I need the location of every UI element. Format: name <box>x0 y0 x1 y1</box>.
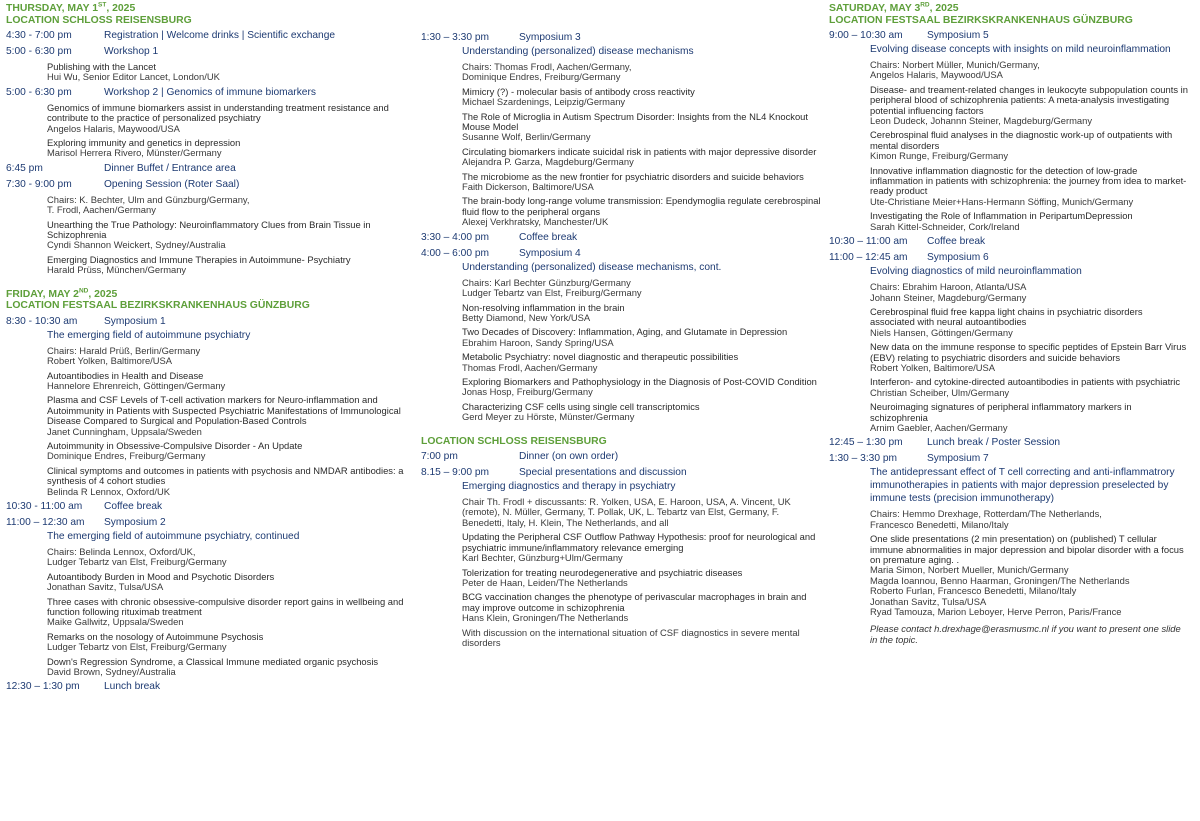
chairs-line: Chairs: Karl Bechter Günzburg/Germany Ludger Tebartz van Elst, Freiburg/Germany <box>462 276 642 299</box>
session-title: Coffee break <box>104 500 163 512</box>
session-time: 11:00 – 12:30 am <box>6 516 85 528</box>
chairs-line: Chairs: Thomas Frodl, Aachen/Germany, Dominique Endres, Freiburg/Germany <box>462 61 632 83</box>
column-thursday-friday <box>6 3 411 693</box>
session-block <box>421 31 821 228</box>
chairs-line: Chairs: Norbert Müller, Munich/Germany, Angelos Halaris, Maywood/USA <box>870 59 1040 81</box>
talk-item <box>47 466 411 497</box>
talk-item <box>462 196 821 227</box>
session-time: 1:30 – 3:30 pm <box>829 453 897 465</box>
talk-title: Circulating biomarkers indicate suicidal risk in patients with major depressive disorder <box>462 145 817 157</box>
talk-item <box>870 166 1189 208</box>
session-subtitle: The emerging field of autoimmune psychiatry, continued <box>47 530 300 542</box>
column-friday-afternoon <box>421 3 821 648</box>
talk-item <box>462 402 821 423</box>
talk-title: Clinical symptoms and outcomes in patients with psychosis and NMDAR antibodies: a synthesis of 4 cohort studies <box>47 464 404 487</box>
session-block <box>421 450 821 463</box>
session-time: 5:00 - 6:30 pm <box>6 86 72 98</box>
talk-title: Autoantibodies in Health and Disease <box>47 369 204 381</box>
talk-authors: Ute-Christiane Meier+Hans-Hermann Söffing, Munich/Germany <box>870 195 1134 207</box>
session-time: 4:00 – 6:00 pm <box>421 247 489 259</box>
talk-title: Cerebrospinal fluid free kappa light chains in psychiatric disorders associated with neural autoantibodies <box>870 305 1143 328</box>
column-saturday <box>829 3 1189 645</box>
talk-authors: Karl Bechter, Günzburg+Ulm/Germany <box>462 552 623 564</box>
talk-title: New data on the immune response to specific peptides of Epstein Barr Virus (EBV) relating to psychiatric disorders and suicide behaviors <box>870 341 1187 363</box>
session-time: 10:30 - 11:00 am <box>6 500 83 512</box>
talk-title: BCG vaccination changes the phenotype of perivascular macrophages in brain and may improve outcome in schizophrenia <box>462 591 807 613</box>
session-row <box>421 231 821 244</box>
talk-authors: Angelos Halaris, Maywood/USA <box>47 122 180 134</box>
talk-authors: Belinda R Lennox, Oxford/UK <box>47 485 170 497</box>
session-title: Dinner Buffet / Entrance area <box>104 162 236 174</box>
chairs-line: Chairs: Harald Prüß, Berlin/Germany Robert Yolken, Baltimore/USA <box>47 344 201 367</box>
chairs-line: Chairs: Ebrahim Haroon, Atlanta/USA Johann Steiner, Magdeburg/Germany <box>870 281 1027 303</box>
talk-item <box>870 282 1189 303</box>
session-block <box>6 178 411 276</box>
session-title: Symposium 7 <box>927 453 989 465</box>
session-block <box>829 436 1189 449</box>
talk-item <box>47 255 411 276</box>
session-block <box>6 162 411 175</box>
session-row <box>6 29 411 42</box>
session-row <box>6 162 411 175</box>
talk-title: One slide presentations (2 min presentation) on (published) T cellular immune abnormalities in major depression and bipolar disorder with a focus on premature aging. . <box>870 533 1184 565</box>
session-time: 8:30 - 10:30 am <box>6 315 78 327</box>
talk-item <box>47 195 411 216</box>
talk-item <box>47 572 411 593</box>
talk-title: The microbiome as the new frontier for psychiatric disorders and suicide behaviors <box>462 170 804 182</box>
session-block <box>421 466 821 648</box>
day-heading-saturday: SATURDAY, MAY 3RD, 2025 <box>829 1 959 14</box>
session-time: 12:30 – 1:30 pm <box>6 681 80 693</box>
session-title: Dinner (on own order) <box>519 451 619 463</box>
talk-title: The Role of Microglia in Autism Spectrum Disorder: Insights from the NL4 Knockout Mouse Model <box>462 110 808 133</box>
session-time: 3:30 – 4:00 pm <box>421 231 489 243</box>
session-time: 6:45 pm <box>6 162 43 174</box>
talk-item <box>47 632 411 653</box>
session-title: Symposium 5 <box>927 30 989 41</box>
session-block <box>6 680 411 693</box>
talk-item <box>47 62 411 83</box>
talk-item <box>870 211 1189 232</box>
location-heading: LOCATION SCHLOSS REISENSBURG <box>421 435 607 447</box>
session-block <box>829 251 1189 433</box>
session-row <box>829 452 1189 465</box>
session-row <box>6 500 411 513</box>
session-subtitle: Emerging diagnostics and therapy in psychiatry <box>462 481 676 493</box>
talk-authors: Hans Klein, Groningen/The Netherlands <box>462 612 629 624</box>
talk-title: Down's Regression Syndrome, a Classical Immune mediated organic psychosis <box>47 655 379 667</box>
talk-item <box>47 395 411 437</box>
session-title: Coffee break <box>927 236 986 248</box>
session-title: Workshop 1 <box>104 46 159 57</box>
talk-title: Three cases with chronic obsessive-compulsive disorder report gains in wellbeing and function following rituximab treatment <box>47 595 404 617</box>
talk-authors: Hannelore Ehrenreich, Göttingen/Germany <box>47 379 226 391</box>
session-subtitle: The emerging field of autoimmune psychiatry <box>47 329 251 341</box>
talk-authors: Maike Gallwitz, Uppsala/Sweden <box>47 616 184 628</box>
session-row <box>421 466 821 479</box>
talk-authors: Christian Scheiber, Ulm/Germany <box>870 386 1010 398</box>
location-heading: LOCATION FESTSAAL BEZIRKSKRANKENHAUS GÜNZBURG <box>6 300 310 312</box>
session-row <box>829 436 1189 449</box>
talk-item <box>47 657 411 678</box>
session-time: 7:30 - 9:00 pm <box>6 178 72 190</box>
session-block <box>829 235 1189 248</box>
session-block <box>6 516 411 677</box>
talk-authors: Hui Wu, Senior Editor Lancet, London/UK <box>47 71 220 83</box>
chairs-line: Chairs: Hemmo Drexhage, Rotterdam/The Netherlands, Francesco Benedetti, Milano/Italy <box>870 508 1102 530</box>
talk-item <box>870 130 1189 161</box>
session-title: Lunch break / Poster Session <box>927 437 1061 449</box>
talk-authors: Cyndi Shannon Weickert, Sydney/Australia <box>47 239 226 251</box>
talk-title: Interferon- and cytokine-directed autoantibodies in patients with psychiatric <box>870 376 1181 388</box>
talk-authors: David Brown, Sydney/Australia <box>47 666 176 678</box>
chairs-line: With discussion on the international situation of CSF diagnostics in severe mental disorders <box>462 626 800 648</box>
talk-item <box>462 112 821 143</box>
session-row <box>6 45 411 58</box>
talk-title: Non-resolving inflammation in the brain <box>462 301 625 313</box>
session-block <box>6 45 411 83</box>
talk-item <box>47 346 411 367</box>
talk-title: Autoantibody Burden in Mood and Psychotic Disorders <box>47 570 275 582</box>
session-title: Symposium 3 <box>519 32 581 43</box>
session-block <box>6 29 411 42</box>
session-row <box>6 516 411 529</box>
talk-authors: Robert Yolken, Baltimore/USA <box>870 361 996 373</box>
chairs-line: Chair Th. Frodl + discussants: R. Yolken, USA, E. Haroon, USA, A. Vincent, UK (remote), N. Müller, Germany, T. Pollak, UK, L. Tebartz van Elst, Germany, F. Benedetti, Italy, H. Klein, The Netherlands, and all <box>462 496 791 528</box>
session-title: Symposium 4 <box>519 247 581 259</box>
talk-title: Disease- and treament-related changes in leukocyte subpopulation counts in peripheral blood of schizophrenia patients: A meta-analysis investigating potential influencing factors <box>870 83 1188 116</box>
contact-note: Please contact h.drexhage@erasmusmc.nl if you want to present one slide in the topic. <box>870 623 1181 646</box>
day-heading-friday: FRIDAY, MAY 2ND, 2025 <box>6 287 118 300</box>
talk-title: Emerging Diagnostics and Immune Therapies in Autoimmune- Psychiatry <box>47 253 351 265</box>
session-row <box>6 86 411 99</box>
session-title: Symposium 6 <box>927 252 989 264</box>
talk-title: Publishing with the Lancet <box>47 61 156 72</box>
session-subtitle: Understanding (personalized) disease mechanisms, cont. <box>462 261 722 273</box>
talk-item <box>462 278 821 299</box>
talk-authors: Jonathan Savitz, Tulsa/USA <box>47 581 164 593</box>
session-block <box>6 315 411 497</box>
talk-authors: Peter de Haan, Leiden/The Netherlands <box>462 576 628 588</box>
day-heading-thursday: THURSDAY, MAY 1ST, 2025 <box>6 1 136 14</box>
talk-title: Updating the Peripheral CSF Outflow Pathway Hypothesis: proof for neurological and psychiatric immune/inflammatory relevance emerging <box>462 531 816 553</box>
talk-item <box>462 87 821 108</box>
talk-title: Metabolic Psychiatry: novel diagnostic and therapeutic possibilities <box>462 351 739 363</box>
talk-title: Tolerization for treating neurodegenerative and psychiatric diseases <box>462 566 743 578</box>
session-title: Coffee break <box>519 231 578 243</box>
talk-item <box>462 628 821 649</box>
session-time: 1:30 – 3:30 pm <box>421 32 489 43</box>
chairs-line: Chairs: Belinda Lennox, Oxford/UK, Ludger Tebartz van Elst, Freiburg/Germany <box>47 545 227 568</box>
session-time: 4:30 - 7:00 pm <box>6 30 72 41</box>
talk-item <box>47 138 411 159</box>
session-time: 8.15 – 9:00 pm <box>421 467 489 479</box>
session-subtitle: Evolving diagnostics of mild neuroinflammation <box>870 266 1082 278</box>
session-block <box>6 500 411 513</box>
talk-item <box>870 377 1189 398</box>
session-block <box>829 452 1189 617</box>
talk-authors: Jonas Hosp, Freiburg/Germany <box>462 386 593 398</box>
talk-title: Autoimmunity in Obsessive-Compulsive Disorder - An Update <box>47 439 303 451</box>
session-row <box>829 29 1189 42</box>
talk-item <box>870 342 1189 373</box>
talk-item <box>47 371 411 392</box>
talk-item <box>47 597 411 628</box>
talk-title: Exploring Biomarkers and Pathophysiology in the Diagnosis of Post-COVID Condition <box>462 375 817 387</box>
talk-item <box>870 60 1189 81</box>
talk-authors: Kimon Runge, Freiburg/Germany <box>870 150 1009 162</box>
talk-title: Innovative inflammation diagnostic for the detection of low-grade inflammation in patients with schizophrenia: the journey from idea to market-ready product <box>870 164 1187 197</box>
talk-authors: Arnim Gaebler, Aachen/Germany <box>870 421 1008 433</box>
talk-item <box>870 402 1189 433</box>
talk-authors: Susanne Wolf, Berlin/Germany <box>462 131 591 143</box>
session-time: 11:00 – 12:45 am <box>829 252 908 264</box>
session-subtitle: Understanding (personalized) disease mechanisms <box>462 46 694 57</box>
session-title: Lunch break <box>104 681 161 693</box>
talk-item <box>462 497 821 528</box>
talk-authors: Alejandra P. Garza, Magdeburg/Germany <box>462 156 634 168</box>
talk-item <box>870 85 1189 127</box>
session-title: Symposium 1 <box>104 315 166 327</box>
session-row <box>421 450 821 463</box>
talk-item <box>47 220 411 251</box>
session-time: 9:00 – 10:30 am <box>829 30 903 41</box>
session-title: Symposium 2 <box>104 516 166 528</box>
talk-item <box>47 103 411 134</box>
talk-authors: Niels Hansen, Göttingen/Germany <box>870 326 1013 338</box>
session-row <box>421 247 821 260</box>
talk-title: Cerebrospinal fluid analyses in the diagnostic work-up of outpatients with mental disorders <box>870 129 1173 151</box>
talk-item <box>462 303 821 324</box>
talk-authors: Betty Diamond, New York/USA <box>462 311 591 323</box>
talk-item <box>870 534 1189 617</box>
talk-authors: Faith Dickerson, Baltimore/USA <box>462 181 594 193</box>
session-time: 12:45 – 1:30 pm <box>829 437 903 449</box>
session-block <box>6 86 411 159</box>
talk-item <box>462 352 821 373</box>
talk-authors: Janet Cunningham, Uppsala/Sweden <box>47 425 202 437</box>
talk-item <box>462 592 821 623</box>
session-time: 5:00 - 6:30 pm <box>6 46 72 57</box>
session-title: Workshop 2 | Genomics of immune biomarkers <box>104 86 316 98</box>
talk-authors: Marisol Herrera Rivero, Münster/Germany <box>47 147 222 159</box>
talk-item <box>47 441 411 462</box>
session-row <box>829 251 1189 264</box>
talk-authors: Ebrahim Haroon, Sandy Spring/USA <box>462 336 614 348</box>
session-row <box>6 315 411 328</box>
talk-item <box>462 147 821 168</box>
session-block <box>421 231 821 244</box>
talk-authors: Maria Simon, Norbert Mueller, Munich/Germany Magda Ioannou, Benno Haarman, Groningen/The Netherlands Roberto Furlan, Francesco Benedetti, Milano/Italy Jonathan Savitz, Tulsa/USA Ryad Tamouza, Marion Leboyer, Herve Perron, Paris/France <box>870 564 1130 618</box>
session-row <box>421 31 821 44</box>
talk-title: Remarks on the nosology of Autoimmune Psychosis <box>47 630 264 642</box>
session-title: Special presentations and discussion <box>519 467 687 479</box>
talk-authors: Gerd Meyer zu Hörste, Münster/Germany <box>462 411 635 423</box>
session-row <box>6 178 411 191</box>
session-block <box>829 29 1189 232</box>
session-row <box>829 235 1189 248</box>
session-title: Opening Session (Roter Saal) <box>104 178 240 190</box>
talk-title: Neuroimaging signatures of peripheral inflammatory markers in schizophrenia <box>870 401 1132 423</box>
session-block <box>421 247 821 423</box>
session-time: 10:30 – 11:00 am <box>829 236 908 248</box>
talk-item <box>462 62 821 83</box>
talk-item <box>462 568 821 589</box>
talk-authors: Dominique Endres, Freiburg/Germany <box>47 450 206 462</box>
talk-authors: Thomas Frodl, Aachen/Germany <box>462 361 598 373</box>
session-subtitle: Evolving disease concepts with insights on mild neuroinflammation <box>870 44 1171 55</box>
talk-authors: Sarah Kittel-Schneider, Cork/Ireland <box>870 220 1020 232</box>
talk-item <box>462 327 821 348</box>
talk-title: Mimicry (?) - molecular basis of antibody cross reactivity <box>462 85 695 97</box>
chairs-line: Chairs: K. Bechter, Ulm and Günzburg/Germany, T. Frodl, Aachen/Germany <box>47 193 250 216</box>
talk-title: Exploring immunity and genetics in depression <box>47 137 241 149</box>
talk-title: Unearthing the True Pathology: Neuroinflammatory Clues from Brain Tissue in Schizophrenia <box>47 218 371 241</box>
session-time: 7:00 pm <box>421 451 458 463</box>
talk-item <box>462 532 821 563</box>
talk-authors: Ludger Tebartz von Elst, Freiburg/Germany <box>47 641 227 653</box>
session-title: Registration | Welcome drinks | Scientific exchange <box>104 30 336 41</box>
talk-title: The brain-body long-range volume transmission: Ependymoglia regulate cerebrospinal fluid flow to the peripheral organs <box>462 195 821 217</box>
talk-title: Genomics of immune biomarkers assist in understanding treatment resistance and contribute to the practice of personalized psychiatry <box>47 101 389 124</box>
talk-item <box>462 172 821 193</box>
talk-authors: Michael Szardenings, Leipzig/Germany <box>462 96 626 108</box>
talk-item <box>870 307 1189 338</box>
session-row <box>6 680 411 693</box>
talk-title: Two Decades of Discovery: Inflammation, Aging, and Glutamate in Depression <box>462 326 788 338</box>
talk-item <box>47 547 411 568</box>
talk-authors: Alexej Verkhratsky, Manchester/UK <box>462 216 609 228</box>
talk-item <box>870 509 1189 530</box>
talk-title: Investigating the Role of Inflammation in PeripartumDepression <box>870 210 1133 222</box>
talk-title: Plasma and CSF Levels of T-cell activation markers for Neuro-inflammation and Autoimmunity in Patients with Suspected Psychiatric Manifestations of Immunological Disease Compared to Surgical and Population-Based Controls <box>47 394 401 427</box>
location-heading: LOCATION FESTSAAL BEZIRKSKRANKENHAUS GÜNZBURG <box>829 14 1133 26</box>
talk-authors: Leon Dudeck, Johannn Steiner, Magdeburg/Germany <box>870 115 1093 127</box>
talk-authors: Harald Prüss, München/Germany <box>47 264 187 276</box>
location-heading: LOCATION SCHLOSS REISENSBURG <box>6 14 192 26</box>
session-subtitle: The antidepressant effect of T cell correcting and anti-inflammatrory immunotherapies in patients with major depression preselected by immune tests (precision immunotherapy) <box>870 467 1175 505</box>
talk-item <box>462 377 821 398</box>
talk-title: Characterizing CSF cells using single cell transcriptomics <box>462 400 700 412</box>
